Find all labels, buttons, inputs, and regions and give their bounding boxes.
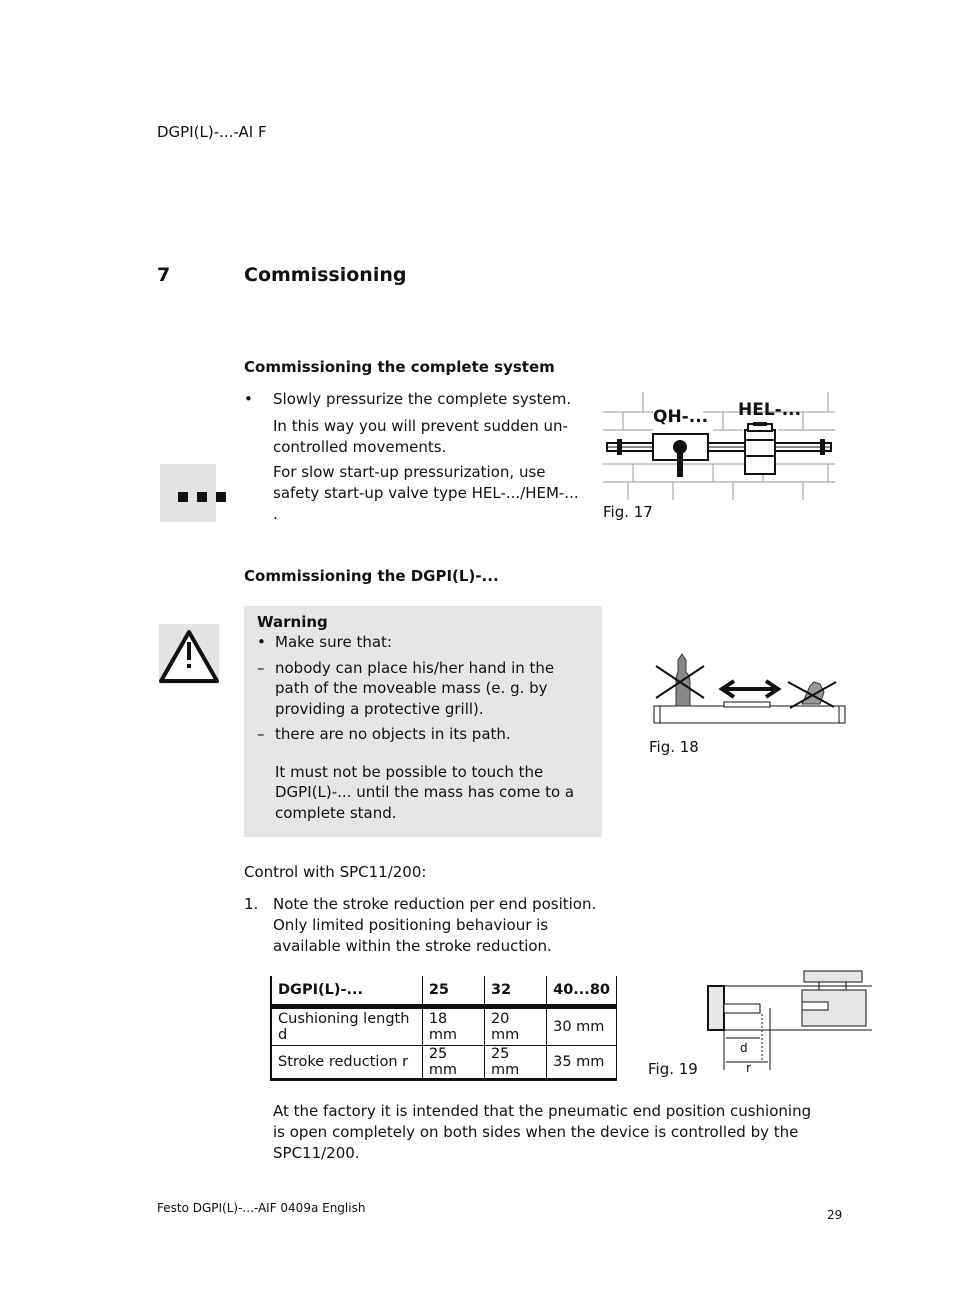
warning-item-text: there are no objects in its path. [275,725,511,743]
warning-box [244,606,602,837]
table-cell: 30 mm [547,1007,617,1046]
table-cell: Cushioning length d [271,1007,422,1046]
table-cell: 25 mm [422,1046,484,1080]
warning-title: Warning [257,613,328,631]
table-cell: 35 mm [547,1046,617,1080]
table-cell: 20 mm [484,1007,546,1046]
warning-note: It must not be possible to touch the DGPI(L)-... until the mass has come to a complete stand. [275,762,575,822]
warning-item [257,658,592,720]
table-header-row [271,976,617,1007]
table-cell: 18 mm [422,1007,484,1046]
table-header-cell: 40...80 [547,976,617,1007]
figure-19-stroke-diagram [704,968,874,1074]
step-text: Note the stroke reduction per end position. Only limited positioning behaviour is available within the stroke reduction. [273,895,597,955]
fig19-r-label: r [746,1061,751,1074]
figure-18-path-diagram [652,652,848,728]
figure-17-valve-diagram [603,392,835,504]
warning-bullet [257,632,592,653]
fig19-caption: Fig. 19 [648,1060,698,1078]
warning-bullet-text: Make sure that: [275,633,392,651]
cushioning-table [270,976,617,1081]
chapter-title: Commissioning [244,264,407,286]
document-header: DGPI(L)-...-AI F [157,123,267,141]
fig17-qh-label: QH-... [653,407,709,427]
chapter-number: 7 [157,264,171,286]
paragraph-start-up-valve: For slow start-up pressurization, use safety start-up valve type HEL-.../HEM-... . [273,463,579,523]
table-header-cell: 32 [484,976,546,1007]
control-intro: Control with SPC11/200: [244,863,427,881]
fig17-caption: Fig. 17 [603,503,653,521]
fig18-caption: Fig. 18 [649,738,699,756]
table-cell: 25 mm [484,1046,546,1080]
step-number: 1. [244,895,259,913]
bullet-text: Slowly pressurize the complete system. [273,390,572,408]
bullet-mark: • [244,390,253,408]
closing-paragraph: At the factory it is intended that the pneumatic end position cushioning is open completely on both sides when the device is controlled by the SPC11/200. [273,1102,812,1162]
warning-bullet-mark: • [257,633,266,651]
warning-dash-mark: – [257,658,265,677]
section-title-complete-system: Commissioning the complete system [244,358,555,376]
paragraph-prevent-movements: In this way you will prevent sudden un-controlled movements. [273,417,568,456]
table-row [271,1007,617,1046]
section-title-dgpi: Commissioning the DGPI(L)-... [244,567,499,585]
table-header-cell: DGPI(L)-... [271,976,422,1007]
page-number: 29 [827,1208,843,1222]
note-icon [160,464,216,522]
warning-item-text: nobody can place his/her hand in the path of the moveable mass (e. g. by providing a protective grill). [275,658,555,718]
warning-item [257,724,592,745]
fig19-d-label: d [740,1041,748,1055]
warning-icon [159,624,219,684]
table-header-cell: 25 [422,976,484,1007]
table-row [271,1046,617,1080]
table-cell: Stroke reduction r [271,1046,422,1080]
warning-dash-mark: – [257,725,265,743]
footer-doc-info: Festo DGPI(L)-...-AIF 0409a English [157,1201,366,1215]
fig17-hel-label: HEL-... [738,400,802,420]
